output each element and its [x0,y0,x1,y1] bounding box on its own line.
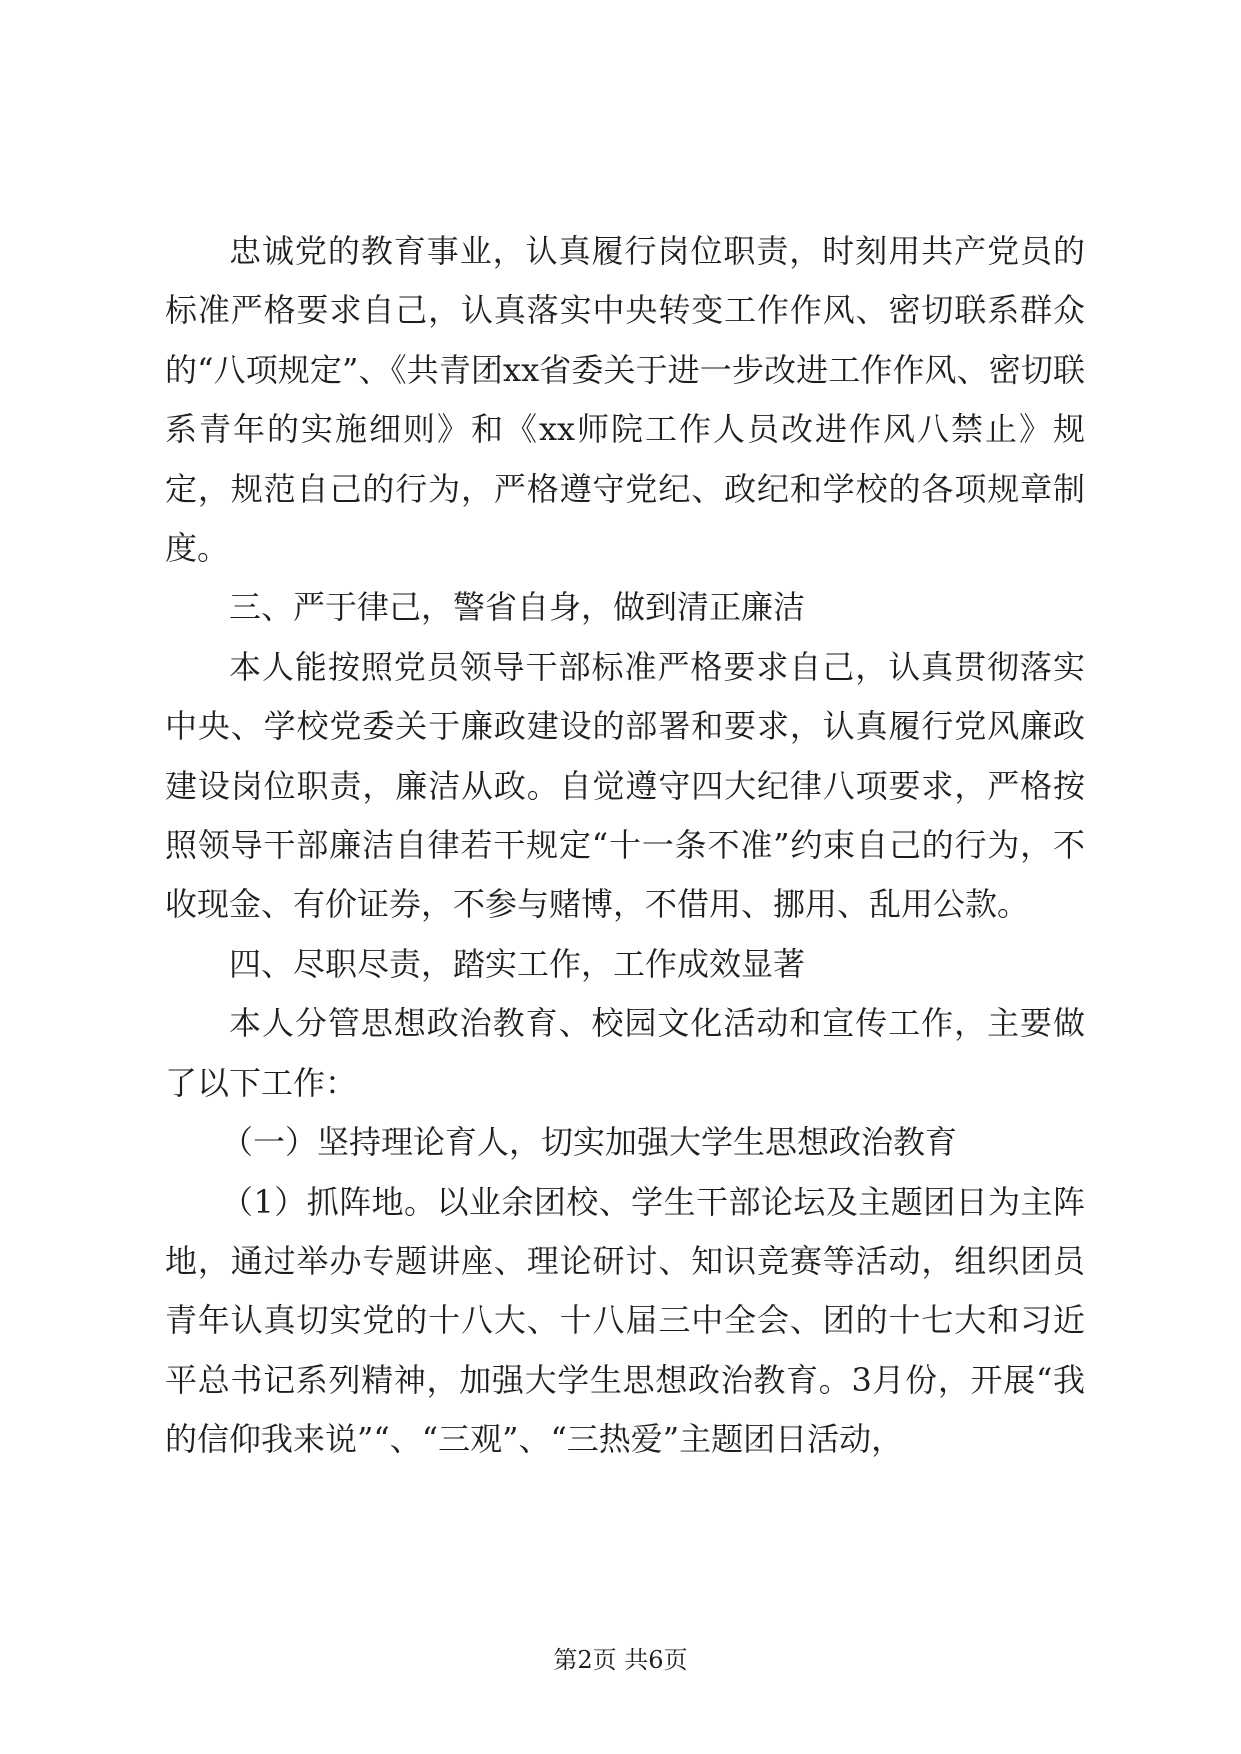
paragraph-position-building: （1）抓阵地。以业余团校、学生干部论坛及主题团日为主阵地，通过举办专题讲座、理论研讨、知识竞赛等活动，组织团员青年认真切实党的十八大、十八届三中全会、团的十七大和习近平总书记系列精神，加强大学生思想政治教育。3月份，开展“我的信仰我来说”“、“三观”、“三热爱”主题团日活动， [165,1182,1085,1459]
section-heading-three: 三、严于律己，警省自身，做到清正廉洁 [229,588,806,627]
paragraph-style-discipline: 忠诚党的教育事业，认真履行岗位职责，时刻用共产党员的标准严格要求自己，认真落实中央转变工作作风、密切联系群众的“八项规定”、《共青团xx省委关于进一步改进工作作风、密切联系青年的实施细则》和《xx师院工作人员改进作风八禁止》规定，规范自己的行为，严格遵守党纪、政纪和学校的各项规章制度。 [165,232,1085,568]
section-heading-four: 四、尽职尽责，踏实工作，工作成效显著 [229,944,806,983]
document-body [165,222,1085,1470]
page-number-footer: 第2页 共6页 [553,1646,688,1674]
subsection-heading-one: （一）坚持理论育人，切实加强大学生思想政治教育 [221,1123,958,1162]
paragraph-responsibilities: 本人分管思想政治教育、校园文化活动和宣传工作，主要做了以下工作： [165,1004,1085,1102]
paragraph-integrity: 本人能按照党员领导干部标准严格要求自己，认真贯彻落实中央、学校党委关于廉政建设的部署和要求，认真履行党风廉政建设岗位职责，廉洁从政。自觉遵守四大纪律八项要求，严格按照领导干部廉洁自律若干规定“十一条不准”约束自己的行为，不收现金、有价证券，不参与赌博，不借用、挪用、乱用公款。 [165,647,1085,924]
